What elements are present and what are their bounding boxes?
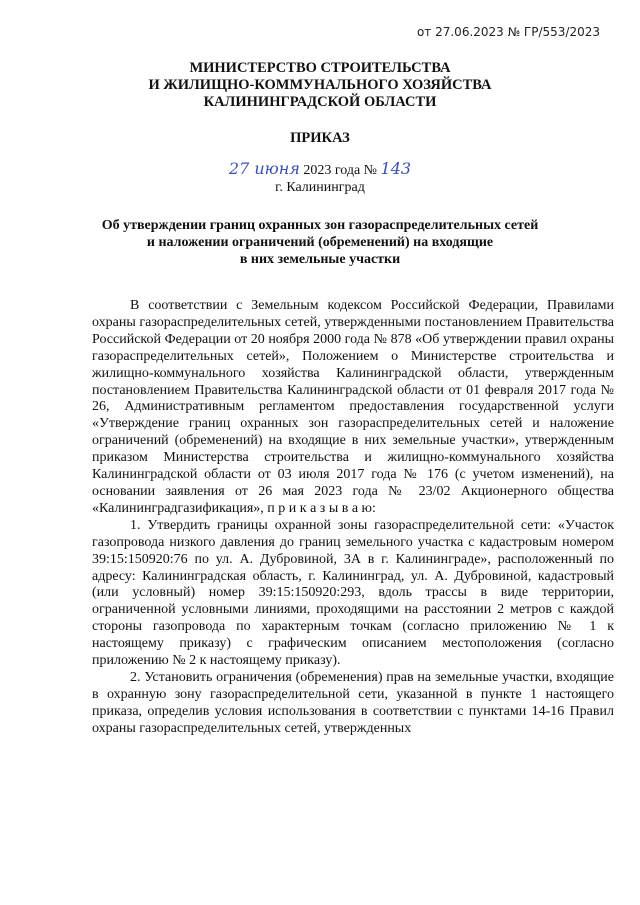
clause-2-paragraph: 2. Установить ограничения (обременения) прав на земельные участки, входящие в охранную зону газораспределительной сети, указанной в пункте 1 настоящего приказа, определив условия использования в соответствии с пунктами 14-16 Правил охраны газораспределительных сетей, утвержденных: [92, 669, 614, 736]
city: г. Калининград: [275, 180, 365, 195]
order-subject: [0, 217, 640, 268]
subject-line: в них земельные участки: [239, 252, 401, 267]
order-title: ПРИКАЗ: [290, 130, 350, 146]
order-date-line: [0, 160, 640, 179]
subject-line: и наложении ограничений (обременений) на входящие: [146, 235, 494, 250]
handwritten-date: 27 июня: [228, 159, 300, 178]
preamble-paragraph: В соответствии с Земельным кодексом Российской Федерации, Правилами охраны газораспределительных сетей, утвержденными постановлением Правительства Российской Федерации от 20 ноября 2000 года № 878 «Об утверждении правил охраны газораспределительных сетей», Положением о Министерстве строительства и жилищно-коммунального хозяйства Калининградской области, утвержденным постановлением Правительства Калининградской области от 01 февраля 2017 года № 26, Административным регламентом предоставления государственной услуги «Утверждение границ охранных зон газораспределительных сетей и наложение ограничений (обременений) на входящие в них земельные участки», утвержденным приказом Министерства строительства и жилищно-коммунального хозяйства Калининградской области от 03 июля 2017 года № 176 (с учетом изменений), на основании заявления от 26 мая 2023 года № 23/02 Акционерного общества «Калининградгазификация», п р и к а з ы в а ю:: [92, 298, 614, 516]
order-body: [92, 298, 614, 738]
handwritten-number: 143: [380, 159, 412, 178]
order-year: 2023 года №: [303, 163, 378, 178]
registration-stamp: от 27.06.2023 № ГР/553/2023: [416, 25, 600, 39]
ministry-line: И ЖИЛИЩНО-КОММУНАЛЬНОГО ХОЗЯЙСТВА: [148, 77, 492, 93]
ministry-header: [0, 60, 640, 111]
subject-line: Об утверждении границ охранных зон газораспределительных сетей: [101, 218, 539, 233]
ministry-line: МИНИСТЕРСТВО СТРОИТЕЛЬСТВА: [189, 60, 451, 76]
ministry-line: КАЛИНИНГРАДСКОЙ ОБЛАСТИ: [203, 94, 437, 110]
clause-1-paragraph: 1. Утвердить границы охранной зоны газораспределительной сети: «Участок газопровода низкого давления до границ земельного участка с кадастровым номером 39:15:150920:76 по ул. А. Дубровиной, 3А в г. Калининграде», расположенный по адресу: Калининградская область, г. Калининград, ул. А. Дубровиной, кадастровый (или условный) номер 39:15:150920:293, вдоль трассы в виде территории, ограниченной условными линиями, проходящими на расстоянии 2 метров с каждой стороны газопровода по характерным точкам (согласно приложению № 1 к настоящему приказу) с графическим описанием местоположения (согласно приложению № 2 к настоящему приказу).: [92, 517, 614, 669]
